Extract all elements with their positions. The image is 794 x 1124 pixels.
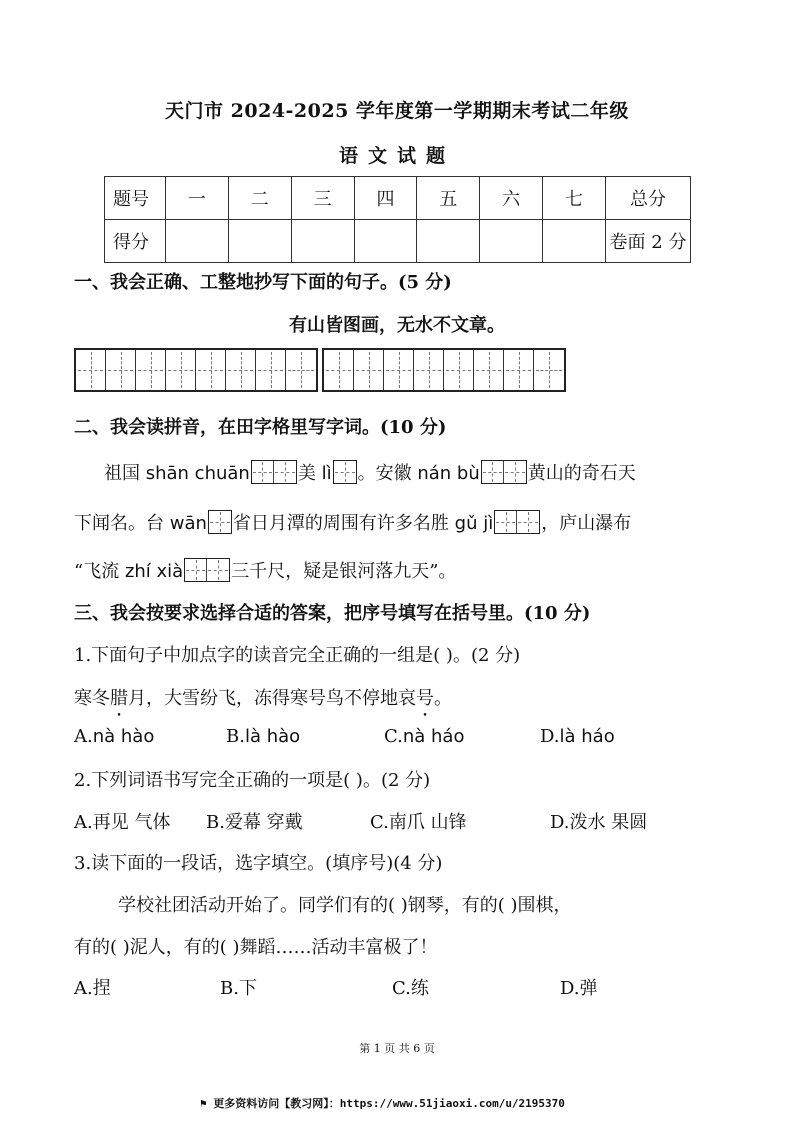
q3-option-a[interactable]: A.捏	[74, 978, 111, 999]
score-cell: 六	[480, 177, 543, 220]
copy-grid	[74, 348, 566, 390]
copy-grid-group	[74, 348, 318, 392]
score-cell: 总分	[606, 177, 691, 220]
answer-grid[interactable]	[184, 558, 230, 582]
score-table	[104, 176, 691, 263]
question-3-passage-2: 有的( )泥人，有的( )舞蹈……活动丰富极了！	[74, 937, 438, 958]
resource-link-text: 更多资料访问【教习网】：https://www.51jiaoxi.com/u/2195370	[213, 1097, 565, 1110]
resource-link[interactable]	[200, 1095, 565, 1111]
q1-option-c[interactable]: C.nà háo	[384, 726, 465, 747]
exam-title: 天门市 2024-2025 学年度第一学期期末考试二年级	[165, 100, 629, 122]
q2-option-a[interactable]: A.再见 气体	[74, 812, 171, 833]
tianzige-cell[interactable]	[414, 350, 444, 390]
score-input-cell[interactable]	[417, 220, 480, 263]
text-fragment: 三千尺，疑是银河落九天”。	[231, 561, 457, 582]
text-fragment: 。	[434, 688, 452, 709]
text-fragment: ，庐山瀑布	[541, 513, 632, 534]
answer-grid[interactable]	[251, 460, 297, 484]
copy-grid-group	[322, 348, 566, 392]
score-cell: 卷面 2 分	[606, 220, 691, 263]
flag-icon: ⚑	[200, 1097, 207, 1110]
score-table-header-row	[105, 177, 691, 220]
text-fragment: “飞流	[74, 561, 125, 582]
section3-heading: 三、我会按要求选择合适的答案，把序号填写在括号里。(10 分)	[74, 603, 591, 624]
pinyin-line-2	[74, 509, 631, 535]
tianzige-cell[interactable]	[474, 350, 504, 390]
q1-option-b[interactable]: B.là hào	[226, 726, 301, 747]
pinyin-line-3	[74, 557, 456, 583]
pinyin-text: gǔ jì	[454, 513, 494, 534]
question-3: 3.读下面的一段话，选字填空。(填序号)(4 分)	[74, 853, 443, 874]
tianzige-cell[interactable]	[324, 350, 354, 390]
tianzige-cell[interactable]	[76, 350, 106, 390]
text-fragment: 下闻名。台	[74, 513, 170, 534]
section1-heading: 一、我会正确、工整地抄写下面的句子。(5 分)	[74, 272, 452, 293]
pinyin-text: nán bù	[417, 463, 480, 484]
tianzige-cell[interactable]	[286, 350, 316, 390]
answer-grid[interactable]	[208, 510, 232, 534]
score-cell: 得分	[105, 220, 166, 263]
score-input-cell[interactable]	[291, 220, 354, 263]
tianzige-cell[interactable]	[136, 350, 166, 390]
text-fragment: 省日月潭的周围有许多名胜	[232, 513, 455, 534]
tianzige-cell[interactable]	[384, 350, 414, 390]
question-2: 2.下列词语书写完全正确的一项是( )。(2 分)	[74, 770, 431, 791]
q1-option-d[interactable]: D.là háo	[540, 726, 615, 747]
tianzige-cell[interactable]	[196, 350, 226, 390]
q2-option-c[interactable]: C.南爪 山锋	[370, 812, 467, 833]
pinyin-text: zhí xià	[124, 561, 184, 582]
section2-heading: 二、我会读拼音，在田字格里写字词。(10 分)	[74, 417, 447, 438]
section1-sentence: 有山皆图画，无水不文章。	[289, 315, 505, 336]
text-fragment: 祖国	[104, 463, 146, 484]
tianzige-cell[interactable]	[444, 350, 474, 390]
dotted-char: 腊	[110, 688, 128, 709]
tianzige-cell[interactable]	[534, 350, 564, 390]
pinyin-text: shān chuān	[145, 463, 250, 484]
answer-grid[interactable]	[333, 460, 357, 484]
score-input-cell[interactable]	[228, 220, 291, 263]
pinyin-line-1	[104, 459, 636, 485]
text-fragment: 黄山的奇石天	[527, 463, 636, 484]
text-fragment: 月，大雪纷飞，冻得寒号鸟不停地哀	[128, 688, 416, 709]
q2-option-b[interactable]: B.爱幕 穿戴	[206, 812, 303, 833]
question-1-sentence	[74, 684, 452, 710]
q1-option-a[interactable]: A.nà hào	[74, 726, 155, 747]
score-input-cell[interactable]	[354, 220, 417, 263]
question-3-passage-1: 学校社团活动开始了。同学们有的( )钢琴，有的( )围棋，	[118, 895, 572, 916]
score-input-cell[interactable]	[543, 220, 606, 263]
page-number: 第 1 页 共 6 页	[359, 1042, 435, 1055]
answer-grid[interactable]	[481, 460, 527, 484]
score-cell: 七	[543, 177, 606, 220]
score-cell: 三	[291, 177, 354, 220]
pinyin-text: lì	[321, 463, 332, 484]
answer-grid[interactable]	[494, 510, 540, 534]
q3-option-c[interactable]: C.练	[392, 978, 429, 999]
q3-option-d[interactable]: D.弹	[560, 978, 598, 999]
score-table-score-row	[105, 220, 691, 263]
text-fragment: 寒冬	[74, 688, 110, 709]
tianzige-cell[interactable]	[354, 350, 384, 390]
text-fragment: 。安徽	[357, 463, 418, 484]
exam-subtitle: 语文试题	[338, 145, 455, 167]
score-cell: 二	[228, 177, 291, 220]
text-fragment: 美	[297, 463, 322, 484]
q3-option-b[interactable]: B.下	[220, 978, 257, 999]
score-cell: 四	[354, 177, 417, 220]
pinyin-text: wān	[169, 513, 207, 534]
tianzige-cell[interactable]	[504, 350, 534, 390]
score-input-cell[interactable]	[480, 220, 543, 263]
q2-option-d[interactable]: D.泼水 果圆	[550, 812, 648, 833]
score-cell: 题号	[105, 177, 166, 220]
tianzige-cell[interactable]	[106, 350, 136, 390]
score-cell: 五	[417, 177, 480, 220]
dotted-char: 号	[416, 688, 434, 709]
tianzige-cell[interactable]	[256, 350, 286, 390]
tianzige-cell[interactable]	[166, 350, 196, 390]
tianzige-cell[interactable]	[226, 350, 256, 390]
score-cell: 一	[166, 177, 229, 220]
score-input-cell[interactable]	[166, 220, 229, 263]
question-1: 1.下面句子中加点字的读音完全正确的一组是( )。(2 分)	[74, 645, 521, 666]
